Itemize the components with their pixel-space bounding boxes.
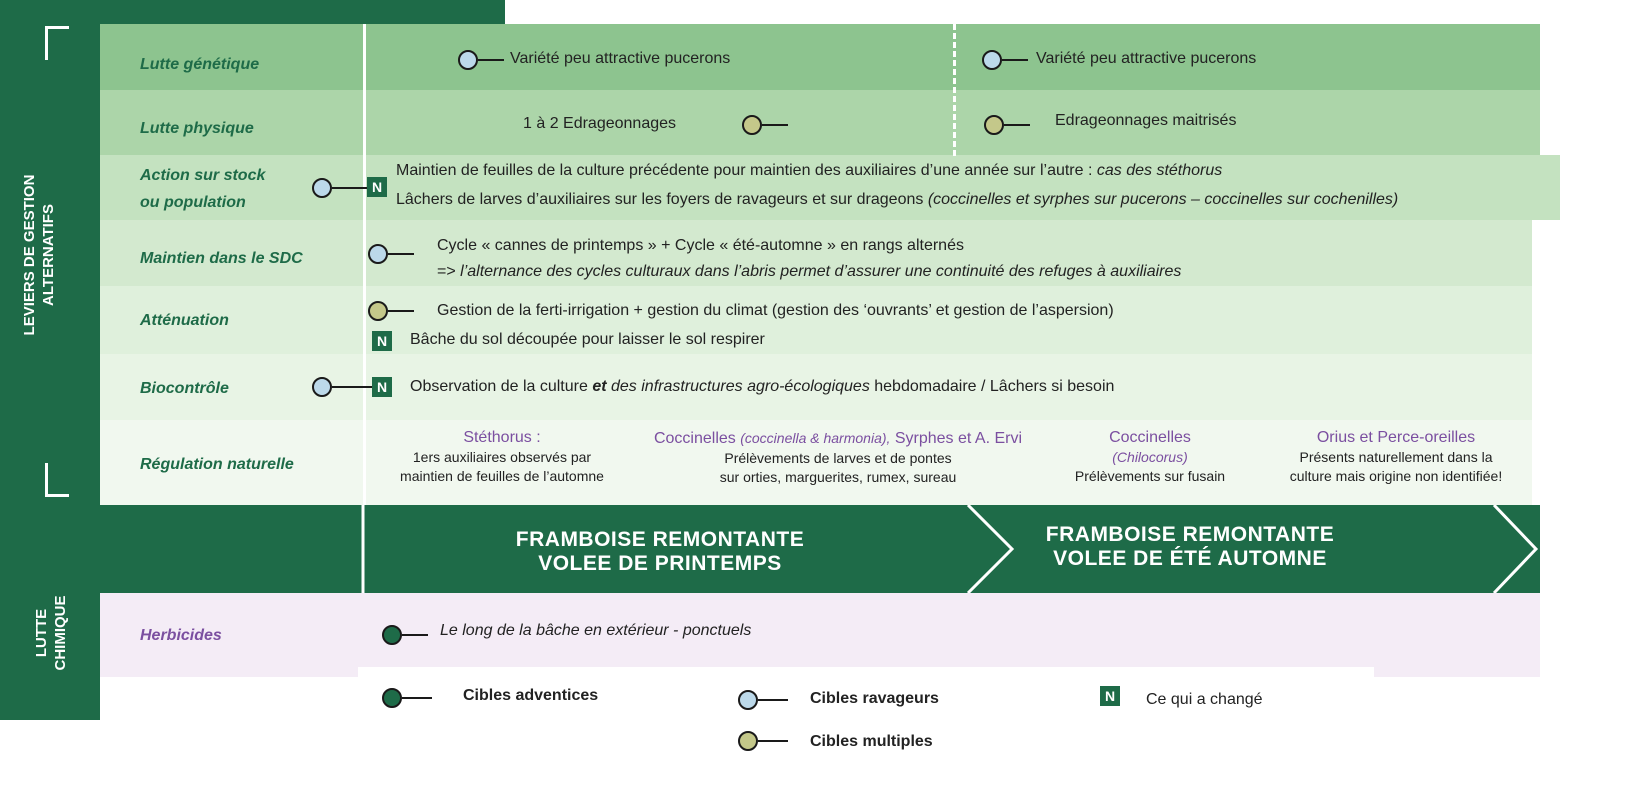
changed-badge: N [367, 177, 387, 197]
physique-left-text: 1 à 2 Edrageonnages [523, 115, 677, 132]
ravageurs-target-stem [332, 187, 368, 189]
ravageurs-target-stem [332, 386, 372, 388]
stock-line2: Lâchers de larves d’auxiliaires sur les foyers de ravageurs et sur drageons (coccinelles et syrphes sur pucerons – coccinelles sur cochenilles) [396, 191, 1399, 208]
label-action-stock-1: Action sur stock [140, 167, 266, 184]
ravageurs-target-stem [478, 59, 504, 61]
season-divider-dashed [953, 24, 956, 156]
regulation-col-stethorus: Stéthorus : 1ers auxiliaires observés par maintien de feuilles de l’automne [400, 429, 604, 484]
multiples-target-icon [742, 115, 762, 135]
changed-badge: N [372, 331, 392, 351]
sdc-line1: Cycle « cannes de printemps » + Cycle « été-automne » en rangs alternés [437, 237, 964, 254]
biocontrole-text: Observation de la culture et des infrastructures agro-écologiques hebdomadaire / Lâchers si besoin [410, 378, 1115, 395]
row-attenuation [100, 286, 1532, 354]
label-herbicides: Herbicides [140, 627, 222, 644]
bottom-bracket [45, 463, 69, 497]
attenuation-line2: Bâche du sol découpée pour laisser le sol respirer [410, 331, 765, 348]
legend-multiples-icon [738, 731, 758, 751]
legend-multiples-label: Cibles multiples [810, 733, 933, 750]
ravageurs-target-stem [388, 253, 414, 255]
genetique-right-text: Variété peu attractive pucerons [1036, 50, 1257, 67]
legend-ravageurs-icon [738, 690, 758, 710]
legend-adventices-stem [402, 697, 432, 699]
regulation-col-chilocorus: Coccinelles (Chilocorus) Prélèvements sur fusain [1074, 429, 1226, 484]
ravageurs-target-icon [458, 50, 478, 70]
adventices-target-stem [402, 634, 428, 636]
adventices-target-icon [382, 625, 402, 645]
herbicides-text: Le long de la bâche en extérieur - ponctuels [440, 622, 752, 639]
banner-volee-printemps: FRAMBOISE REMONTANTE VOLEE DE PRINTEMPS [515, 528, 805, 575]
genetique-left-text: Variété peu attractive pucerons [510, 50, 731, 67]
ravageurs-target-icon [982, 50, 1002, 70]
physique-right-text: Edrageonnages maitrisés [1055, 112, 1237, 129]
multiples-target-icon [368, 301, 388, 321]
stock-line1: Maintien de feuilles de la culture précédente pour maintien des auxiliaires d’une année sur l’autre : cas des stéthorus [396, 162, 1223, 179]
ravageurs-target-icon [368, 244, 388, 264]
label-lutte-physique: Lutte physique [140, 120, 254, 137]
legend-changed-badge: N [1100, 686, 1120, 706]
ravageurs-target-icon [312, 178, 332, 198]
row-lutte-genetique [100, 24, 1540, 90]
multiples-target-stem [388, 310, 414, 312]
top-bracket [45, 26, 69, 60]
multiples-target-stem [762, 124, 788, 126]
banner-volee-ete-automne: FRAMBOISE REMONTANTE VOLEE DE ÉTÉ AUTOMNE [1045, 523, 1335, 570]
label-lutte-chimique: LUTTE CHIMIQUE [33, 595, 69, 671]
label-regulation-naturelle: Régulation naturelle [140, 456, 294, 473]
row-lutte-physique [100, 90, 1540, 155]
ravageurs-target-icon [312, 377, 332, 397]
row-herbicides [100, 593, 1540, 677]
label-leviers-alternatifs: LEVIERS DE GESTION ALTERNATIFS [21, 174, 57, 336]
legend-changed-label: Ce qui a changé [1146, 691, 1263, 708]
legend-ravageurs-label: Cibles ravageurs [810, 690, 939, 707]
legend-adventices-label: Cibles adventices [463, 687, 599, 704]
label-attenuation: Atténuation [140, 312, 229, 329]
label-biocontrole: Biocontrôle [140, 380, 229, 397]
changed-badge: N [372, 377, 392, 397]
regulation-col-coccinelles: Coccinelles (coccinella & harmonia), Syrphes et A. Ervi Prélèvements de larves et de pontes sur orties, marguerites, rumex, sureau [653, 430, 1023, 485]
label-lutte-genetique: Lutte génétique [140, 56, 260, 73]
sdc-line2: => l’alternance des cycles culturaux dans l’abris permet d’assurer une continuité des refuges à auxiliaires [437, 263, 1182, 280]
sidebar-top-extension [100, 0, 505, 24]
multiples-target-icon [984, 115, 1004, 135]
label-maintien-sdc: Maintien dans le SDC [140, 250, 303, 267]
ravageurs-target-stem [1002, 59, 1028, 61]
multiples-target-stem [1004, 124, 1030, 126]
legend-multiples-stem [758, 740, 788, 742]
legend-strip [358, 667, 1374, 679]
attenuation-line1: Gestion de la ferti-irrigation + gestion du climat (gestion des ‘ouvrants’ et gestion de l’aspersion) [437, 302, 1114, 319]
label-action-stock-2: ou population [140, 194, 246, 211]
legend-ravageurs-stem [758, 699, 788, 701]
legend-adventices-icon [382, 688, 402, 708]
regulation-col-orius: Orius et Perce-oreilles Présents naturellement dans la culture mais origine non identifiée! [1289, 429, 1503, 484]
